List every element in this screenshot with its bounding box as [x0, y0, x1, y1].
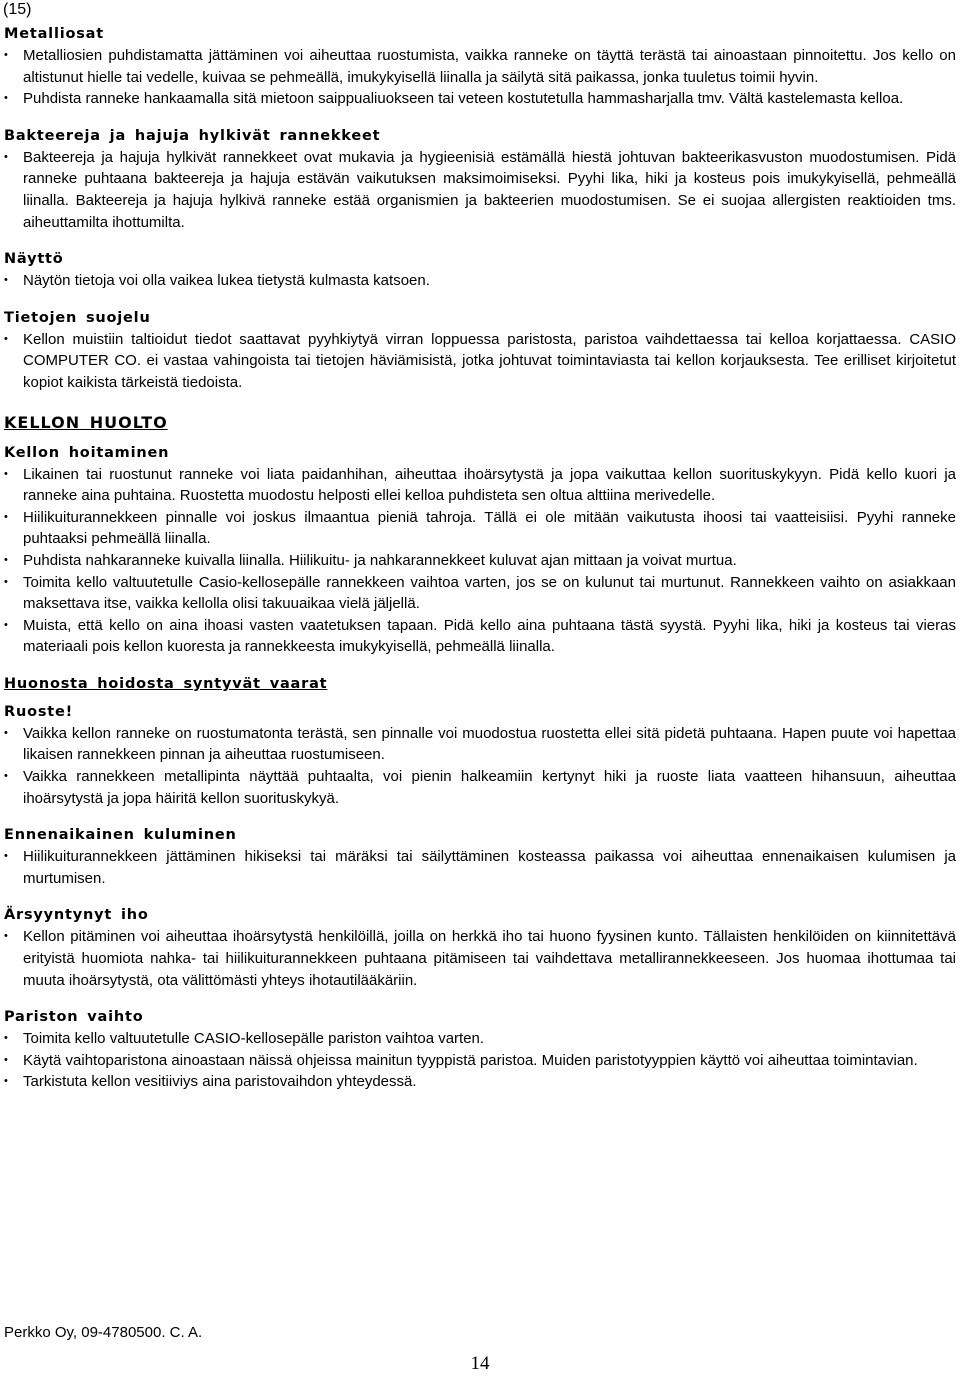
section-heading: Tietojen suojelu	[4, 309, 151, 326]
list-item: • Muista, että kello on aina ihoasi vasten vaatetuksen tapaan. Pidä kello aina puhtaana tästä syystä. Pyyhi lika, hiki ja kosteus tai vieras materiaali pois kellon kuoresta ja rannekkeesta imukykyisellä, pehmeällä liinalla.	[4, 615, 956, 658]
chapter-heading: KELLON HUOLTO	[4, 412, 168, 432]
list-item: • Metalliosien puhdistamatta jättäminen voi aiheuttaa ruostumista, vaikka ranneke on täyttä terästä tai ainoastaan pinnoitettu. Jos kello on altistunut hielle tai vedelle, kuivaa se pehmeällä, imukykyisellä liinalla ja säilytä sitä paikassa, jonka tuuletus toimii hyvin.	[4, 45, 956, 88]
bullet-list	[4, 723, 956, 809]
bullet-list	[4, 464, 956, 658]
list-item: • Hiilikuiturannekkeen pinnalle voi joskus ilmaantua pieniä tahroja. Tällä ei ole mitään vaikutusta ihoosi tai vaatteisiisi. Pyyhi ranneke puhtaaksi pehmeällä liinalla.	[4, 507, 956, 550]
section-page-label: (15)	[3, 1, 32, 18]
section-pariston-vaihto	[4, 1006, 956, 1093]
section-heading: Ennenaikainen kuluminen	[4, 827, 237, 844]
section-metalliosat	[4, 23, 956, 110]
bullet-list	[4, 926, 956, 991]
list-item: • Kellon muistiin taltioidut tiedot saattavat pyyhkiytyä virran loppuessa paristosta, paristoa vaihdettaessa tai kelloa korjattaessa. CASIO COMPUTER CO. ei vastaa vahingoista tai tietojen häviämisistä, jotka johtuvat toimintaviasta tai kellon korjauksesta. Tee erilliset kirjoitetut kopiot kaikista tärkeistä tiedoista.	[4, 329, 956, 394]
bullet-list	[4, 270, 956, 292]
section-heading: Ruoste!	[4, 703, 74, 720]
list-item: • Toimita kello valtuutetulle Casio-kellosepälle rannekkeen vaihtoa varten, jos se on kulunut tai murtunut. Rannekkeen vaihto on asiakkaan maksettava itse, vaikka kellolla olisi takuuaikaa vielä jäljellä.	[4, 572, 956, 615]
bullet-list	[4, 1028, 956, 1093]
section-heading: Näyttö	[4, 251, 64, 268]
section-heading: Kellon hoitaminen	[4, 444, 170, 461]
list-item: • Tarkistuta kellon vesitiiviys aina paristovaihdon yhteydessä.	[4, 1071, 956, 1093]
bullet-list	[4, 329, 956, 394]
page-number: 14	[470, 1353, 490, 1374]
list-item: • Bakteereja ja hajuja hylkivät rannekkeet ovat mukavia ja hygieenisiä estämällä hiestä johtuvan bakteerikasvuston muodostumisen. Pidä ranneke puhtaana bakteereja ja hajuja estävän vaikutuksen maksimoimiseksi. Pyyhi lika, hiki ja kosteus pois imukykyisellä, pehmeällä liinalla. Bakteereja ja hajuja hylkivä ranneke estää organismien ja bakteerien muodostumisen. Se ei suojaa allergisten reaktioiden tms. aiheuttamilta ihottumilta.	[4, 147, 956, 233]
section-tietojen-suojelu	[4, 307, 956, 394]
section-heading: Ärsyyntynyt iho	[4, 907, 149, 924]
section-arsyyntynyt	[4, 904, 956, 991]
bullet-list	[4, 147, 956, 233]
section-kellon-hoitaminen	[4, 442, 956, 658]
list-item: • Vaikka rannekkeen metallipinta näyttää puhtaalta, voi pienin halkeamiin kertynyt hiki ja ruoste liata vaatteen hihansuun, aiheuttaa ihoärsytystä ja jopa häiritä kellon suorituskykyä.	[4, 766, 956, 809]
distributor-footer: Perkko Oy, 09-4780500. C. A.	[4, 1324, 203, 1341]
list-item: • Vaikka kellon ranneke on ruostumatonta terästä, sen pinnalle voi muodostua ruostetta ellei sitä pidetä puhtaana. Hapen puute voi hapettaa likaisen rannekkeen pinnan ja aiheuttaa ruostumiseen.	[4, 723, 956, 766]
section-heading: Metalliosat	[4, 26, 104, 42]
section-ruoste	[4, 701, 956, 809]
page-content	[4, 23, 956, 1093]
list-item: • Näytön tietoja voi olla vaikea lukea tietystä kulmasta katsoen.	[4, 270, 956, 292]
section-bakteerit	[4, 125, 956, 233]
list-item: • Hiilikuiturannekkeen jättäminen hikiseksi tai märäksi tai säilyttäminen kosteassa paikassa voi aiheuttaa ennenaikaisen kulumisen ja murtumisen.	[4, 846, 956, 889]
list-item: • Toimita kello valtuutetulle CASIO-kellosepälle pariston vaihtoa varten.	[4, 1028, 956, 1050]
list-item: • Puhdista nahkaranneke kuivalla liinalla. Hiilikuitu- ja nahkarannekkeet kuluvat ajan mittaan ja voivat murtua.	[4, 550, 956, 572]
bullet-list	[4, 45, 956, 110]
section-naytto	[4, 248, 956, 292]
list-item: • Likainen tai ruostunut ranneke voi liata paidanhihan, aiheuttaa ihoärsytystä ja jopa vaikuttaa kellon suorituskykyyn. Pidä kello kuori ja ranneke aina puhtaina. Ruostetta muodostu helposti ellei kelloa puhdisteta sen oltua alttiina merivedelle.	[4, 464, 956, 507]
list-item: • Puhdista ranneke hankaamalla sitä mietoon saippualiuokseen tai veteen kostutetulla hammasharjalla tmv. Vältä kastelemasta kelloa.	[4, 88, 956, 110]
section-ennenaikainen	[4, 824, 956, 889]
subchapter-heading: Huonosta hoidosta syntyvät vaarat	[4, 675, 328, 692]
list-item: • Kellon pitäminen voi aiheuttaa ihoärsytystä henkilöillä, joilla on herkkä iho tai huono fyysinen kunto. Tällaisten henkilöiden on kiinnitettävä erityistä huomiota nahka- tai hiilikuiturannekkeen puhtaana pitämiseen tai vaihdettava metallirannekkeeseen. Jos huomaa ihottumaa tai muuta ihoärsytystä, ota välittömästi yhteys ihotautilääkäriin.	[4, 926, 956, 991]
list-item: • Käytä vaihtoparistona ainoastaan näissä ohjeissa mainitun tyyppistä paristoa. Muiden paristotyyppien käyttö voi aiheuttaa toimintavian.	[4, 1050, 956, 1072]
section-heading: Pariston vaihto	[4, 1009, 144, 1026]
bullet-list	[4, 846, 956, 889]
section-heading: Bakteereja ja hajuja hylkivät rannekkeet	[4, 127, 381, 144]
